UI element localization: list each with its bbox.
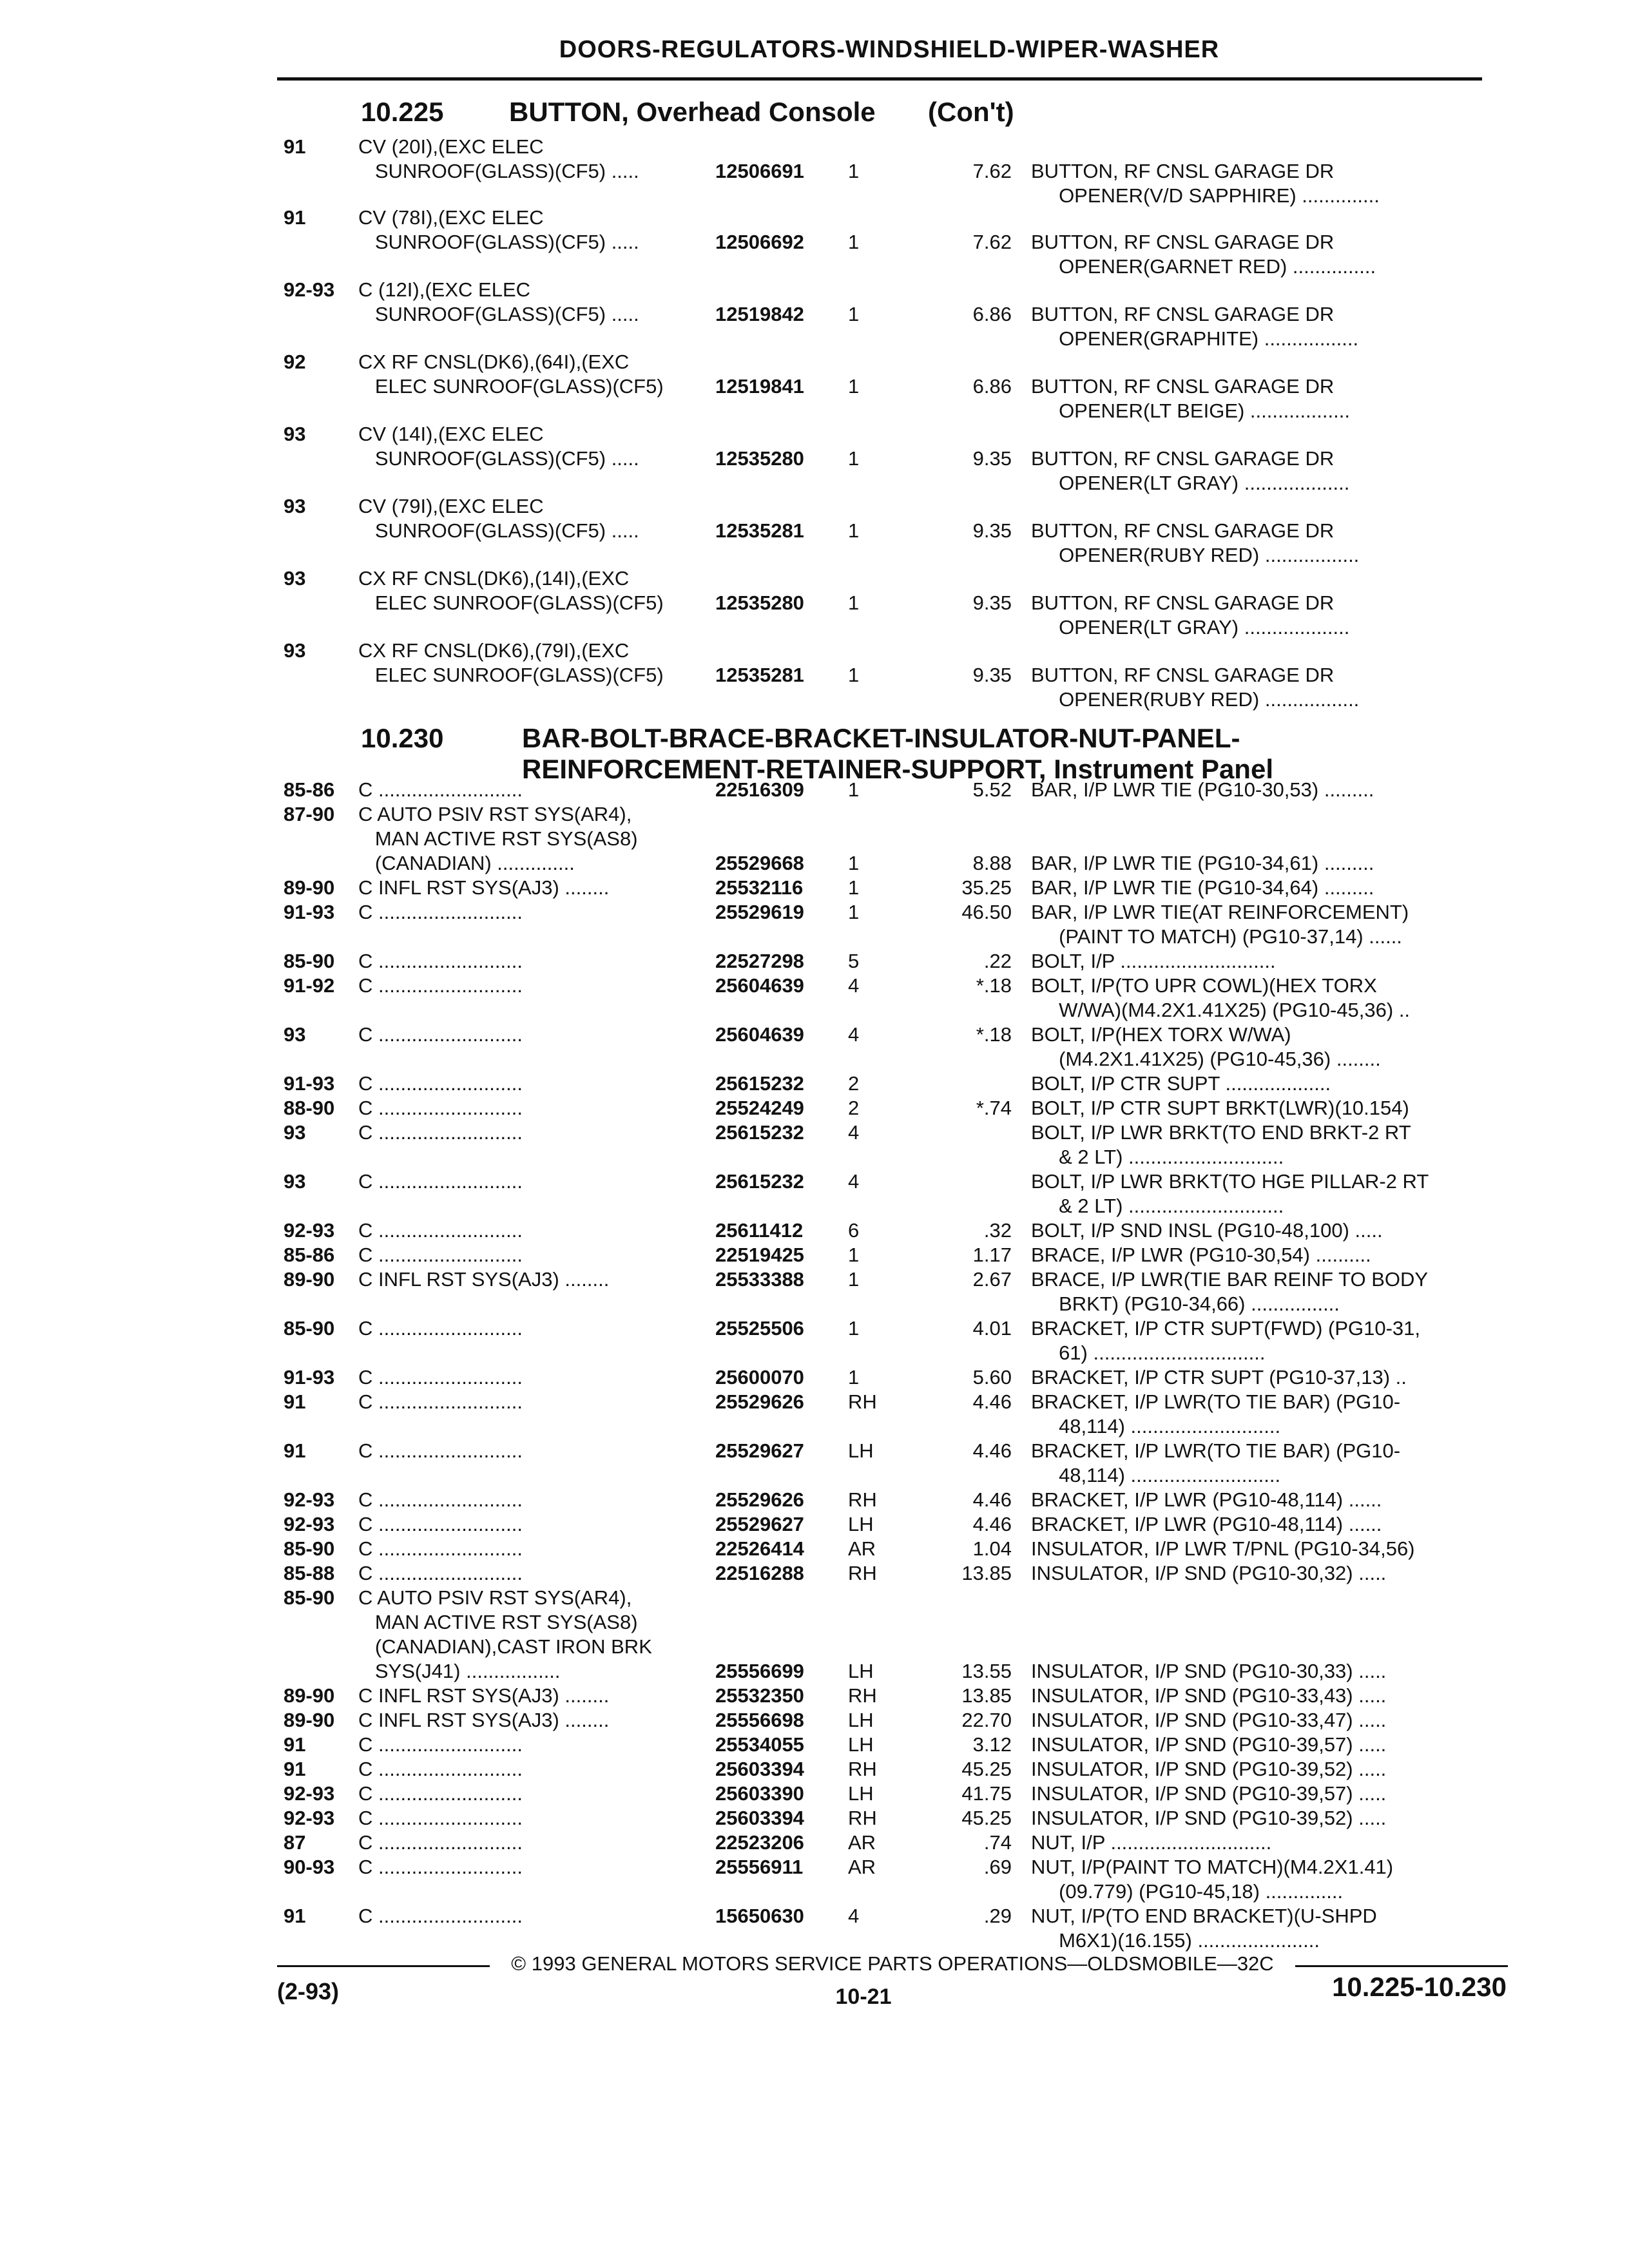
- description-cell: CX RF CNSL(DK6),(14I),(EXC: [358, 567, 630, 590]
- part-name-cell: BUTTON, RF CNSL GARAGE DR: [1031, 447, 1335, 470]
- price-cell: *.18: [976, 974, 1012, 997]
- part-number-cell: 12506691: [715, 160, 804, 182]
- description-cell: C ..........................: [358, 1366, 523, 1389]
- description-cell: CV (14I),(EXC ELEC: [358, 423, 544, 445]
- price-cell: 9.35: [972, 447, 1012, 470]
- year-cell: 89-90: [284, 1684, 335, 1707]
- description-cell: C ..........................: [358, 1317, 523, 1340]
- year-cell: 93: [284, 1170, 306, 1193]
- part-name-cell: BOLT, I/P LWR BRKT(TO END BRKT-2 RT: [1031, 1121, 1411, 1144]
- quantity-cell: 1: [848, 160, 860, 182]
- price-cell: .69: [983, 1856, 1012, 1878]
- section-number: 10.230: [361, 723, 444, 753]
- quantity-cell: LH: [848, 1439, 874, 1462]
- description-cell: SUNROOF(GLASS)(CF5) .....: [358, 231, 639, 253]
- part-name-cell: BOLT, I/P CTR SUPT ...................: [1031, 1072, 1331, 1095]
- quantity-cell: AR: [848, 1856, 876, 1878]
- price-cell: .22: [983, 950, 1012, 972]
- year-cell: 91: [284, 1758, 306, 1780]
- year-cell: 91: [284, 1439, 306, 1462]
- quantity-cell: RH: [848, 1390, 877, 1413]
- description-cell: C ..........................: [358, 1072, 523, 1095]
- description-cell: CV (20I),(EXC ELEC: [358, 135, 544, 158]
- year-cell: 91-93: [284, 901, 335, 923]
- description-cell: C ..........................: [358, 1023, 523, 1046]
- part-number-cell: 25524249: [715, 1097, 804, 1119]
- quantity-cell: AR: [848, 1831, 876, 1854]
- quantity-cell: 1: [848, 778, 860, 801]
- price-cell: 13.85: [961, 1562, 1012, 1584]
- price-cell: 9.35: [972, 664, 1012, 686]
- part-name-cell: BUTTON, RF CNSL GARAGE DR: [1031, 303, 1335, 325]
- year-cell: 87-90: [284, 803, 335, 825]
- quantity-cell: RH: [848, 1562, 877, 1584]
- quantity-cell: 1: [848, 1268, 860, 1291]
- description-cell: CX RF CNSL(DK6),(64I),(EXC: [358, 351, 630, 373]
- year-cell: 85-90: [284, 1317, 335, 1340]
- part-name-cell: BUTTON, RF CNSL GARAGE DR: [1031, 375, 1335, 398]
- description-cell: (CANADIAN) ..............: [358, 852, 575, 874]
- part-number-cell: 22526414: [715, 1537, 804, 1560]
- description-cell: C INFL RST SYS(AJ3) ........: [358, 876, 610, 899]
- part-number-cell: 25604639: [715, 974, 804, 997]
- quantity-cell: 2: [848, 1097, 860, 1119]
- part-name-cell: OPENER(RUBY RED) .................: [1031, 544, 1360, 566]
- quantity-cell: LH: [848, 1660, 874, 1682]
- section-title-line1: BAR-BOLT-BRACE-BRACKET-INSULATOR-NUT-PANEL-: [522, 723, 1240, 753]
- part-name-cell: (M4.2X1.41X25) (PG10-45,36) ........: [1031, 1048, 1381, 1070]
- year-cell: 88-90: [284, 1097, 335, 1119]
- year-cell: 91: [284, 1733, 306, 1756]
- price-cell: 4.01: [972, 1317, 1012, 1340]
- description-cell: C INFL RST SYS(AJ3) ........: [358, 1268, 610, 1291]
- year-cell: 91-93: [284, 1366, 335, 1389]
- footer-section-range: 10.225-10.230: [1332, 1972, 1507, 2002]
- part-name-cell: BUTTON, RF CNSL GARAGE DR: [1031, 664, 1335, 686]
- year-cell: 89-90: [284, 1268, 335, 1291]
- year-cell: 85-86: [284, 1244, 335, 1266]
- section-title: BUTTON, Overhead Console: [509, 97, 876, 127]
- part-name-cell: BAR, I/P LWR TIE (PG10-34,61) .........: [1031, 852, 1374, 874]
- description-cell: C AUTO PSIV RST SYS(AR4),: [358, 1586, 632, 1609]
- description-cell: C ..........................: [358, 901, 523, 923]
- description-cell: ELEC SUNROOF(GLASS)(CF5): [358, 375, 664, 398]
- description-cell: C ..........................: [358, 778, 523, 801]
- part-name-cell: 48,114) ...........................: [1031, 1464, 1281, 1486]
- description-cell: ELEC SUNROOF(GLASS)(CF5): [358, 591, 664, 614]
- year-cell: 92-93: [284, 278, 335, 301]
- price-cell: 13.55: [961, 1660, 1012, 1682]
- price-cell: 4.46: [972, 1513, 1012, 1535]
- part-name-cell: (09.779) (PG10-45,18) ..............: [1031, 1880, 1344, 1903]
- part-name-cell: W/WA)(M4.2X1.41X25) (PG10-45,36) ..: [1031, 999, 1411, 1021]
- description-cell: C AUTO PSIV RST SYS(AR4),: [358, 803, 632, 825]
- part-number-cell: 22516288: [715, 1562, 804, 1584]
- description-cell: ELEC SUNROOF(GLASS)(CF5): [358, 664, 664, 686]
- part-name-cell: INSULATOR, I/P SND (PG10-39,57) .....: [1031, 1733, 1387, 1756]
- description-cell: CV (78I),(EXC ELEC: [358, 206, 544, 229]
- part-name-cell: 48,114) ...........................: [1031, 1415, 1281, 1437]
- price-cell: 13.85: [961, 1684, 1012, 1707]
- year-cell: 91: [284, 135, 306, 158]
- part-name-cell: BAR, I/P LWR TIE (PG10-30,53) .........: [1031, 778, 1374, 801]
- description-cell: SYS(J41) .................: [358, 1660, 561, 1682]
- part-name-cell: 61) ...............................: [1031, 1341, 1266, 1364]
- part-name-cell: BOLT, I/P LWR BRKT(TO HGE PILLAR-2 RT: [1031, 1170, 1429, 1193]
- part-number-cell: 25615232: [715, 1072, 804, 1095]
- footer-revision-date: (2-93): [277, 1978, 340, 2004]
- description-cell: C INFL RST SYS(AJ3) ........: [358, 1684, 610, 1707]
- year-cell: 91-92: [284, 974, 335, 997]
- year-cell: 85-90: [284, 1586, 335, 1609]
- part-name-cell: BOLT, I/P(HEX TORX W/WA): [1031, 1023, 1291, 1046]
- part-number-cell: 12535281: [715, 519, 804, 542]
- price-cell: 5.60: [972, 1366, 1012, 1389]
- quantity-cell: 1: [848, 664, 860, 686]
- quantity-cell: 4: [848, 1170, 860, 1193]
- part-name-cell: NUT, I/P(TO END BRACKET)(U-SHPD: [1031, 1905, 1377, 1927]
- part-number-cell: 22519425: [715, 1244, 804, 1266]
- part-number-cell: 25529626: [715, 1488, 804, 1511]
- quantity-cell: LH: [848, 1782, 874, 1805]
- year-cell: 90-93: [284, 1856, 335, 1878]
- year-cell: 93: [284, 1023, 306, 1046]
- description-cell: SUNROOF(GLASS)(CF5) .....: [358, 303, 639, 325]
- quantity-cell: 4: [848, 1905, 860, 1927]
- part-name-cell: INSULATOR, I/P SND (PG10-33,47) .....: [1031, 1709, 1387, 1731]
- part-name-cell: OPENER(GARNET RED) ...............: [1031, 255, 1376, 278]
- year-cell: 85-90: [284, 1537, 335, 1560]
- part-name-cell: BRACE, I/P LWR(TIE BAR REINF TO BODY: [1031, 1268, 1429, 1291]
- description-cell: C ..........................: [358, 1439, 523, 1462]
- quantity-cell: LH: [848, 1513, 874, 1535]
- year-cell: 89-90: [284, 876, 335, 899]
- year-cell: 92: [284, 351, 306, 373]
- part-number-cell: 25604639: [715, 1023, 804, 1046]
- part-number-cell: 25525506: [715, 1317, 804, 1340]
- description-cell: C ..........................: [358, 1807, 523, 1829]
- part-number-cell: 12535281: [715, 664, 804, 686]
- page-header-title: DOORS-REGULATORS-WINDSHIELD-WIPER-WASHER: [559, 36, 1220, 63]
- part-name-cell: M6X1)(16.155) ......................: [1031, 1929, 1320, 1952]
- quantity-cell: 1: [848, 1366, 860, 1389]
- year-cell: 93: [284, 423, 306, 445]
- part-number-cell: 25603394: [715, 1807, 804, 1829]
- price-cell: 7.62: [972, 231, 1012, 253]
- description-cell: C ..........................: [358, 1390, 523, 1413]
- quantity-cell: LH: [848, 1733, 874, 1756]
- year-cell: 92-93: [284, 1488, 335, 1511]
- part-name-cell: BOLT, I/P CTR SUPT BRKT(LWR)(10.154): [1031, 1097, 1409, 1119]
- part-number-cell: 25532350: [715, 1684, 804, 1707]
- footer-copyright: © 1993 GENERAL MOTORS SERVICE PARTS OPERATIONS—OLDSMOBILE—32C: [511, 1952, 1274, 1975]
- part-number-cell: 25529619: [715, 901, 804, 923]
- description-cell: CV (79I),(EXC ELEC: [358, 495, 544, 517]
- year-cell: 91: [284, 1390, 306, 1413]
- year-cell: 85-90: [284, 950, 335, 972]
- part-number-cell: 22516309: [715, 778, 804, 801]
- part-number-cell: 25532116: [715, 876, 804, 899]
- footer-rule-left: [277, 1965, 490, 1967]
- description-cell: C ..........................: [358, 1562, 523, 1584]
- footer-rule-right: [1295, 1965, 1508, 1967]
- year-cell: 93: [284, 495, 306, 517]
- part-name-cell: INSULATOR, I/P SND (PG10-33,43) .....: [1031, 1684, 1387, 1707]
- quantity-cell: LH: [848, 1709, 874, 1731]
- year-cell: 93: [284, 1121, 306, 1144]
- part-number-cell: 12535280: [715, 447, 804, 470]
- description-cell: C ..........................: [358, 1219, 523, 1242]
- part-number-cell: 12506692: [715, 231, 804, 253]
- quantity-cell: 4: [848, 974, 860, 997]
- part-number-cell: 25534055: [715, 1733, 804, 1756]
- year-cell: 93: [284, 567, 306, 590]
- part-name-cell: BRACKET, I/P CTR SUPT (PG10-37,13) ..: [1031, 1366, 1407, 1389]
- year-cell: 92-93: [284, 1807, 335, 1829]
- part-number-cell: 22523206: [715, 1831, 804, 1854]
- year-cell: 89-90: [284, 1709, 335, 1731]
- year-cell: 92-93: [284, 1219, 335, 1242]
- description-cell: (CANADIAN),CAST IRON BRK: [358, 1635, 652, 1658]
- price-cell: 45.25: [961, 1758, 1012, 1780]
- price-cell: 7.62: [972, 160, 1012, 182]
- quantity-cell: 1: [848, 447, 860, 470]
- quantity-cell: 1: [848, 852, 860, 874]
- part-name-cell: & 2 LT) ............................: [1031, 1146, 1284, 1168]
- price-cell: .29: [983, 1905, 1012, 1927]
- quantity-cell: RH: [848, 1807, 877, 1829]
- quantity-cell: 1: [848, 303, 860, 325]
- quantity-cell: 2: [848, 1072, 860, 1095]
- part-name-cell: BUTTON, RF CNSL GARAGE DR: [1031, 591, 1335, 614]
- price-cell: 35.25: [961, 876, 1012, 899]
- section-number: 10.225: [361, 97, 444, 127]
- part-name-cell: BUTTON, RF CNSL GARAGE DR: [1031, 160, 1335, 182]
- description-cell: CX RF CNSL(DK6),(79I),(EXC: [358, 639, 630, 662]
- part-name-cell: OPENER(GRAPHITE) .................: [1031, 327, 1359, 350]
- part-name-cell: INSULATOR, I/P LWR T/PNL (PG10-34,56): [1031, 1537, 1415, 1560]
- part-number-cell: 25529626: [715, 1390, 804, 1413]
- part-name-cell: BRACKET, I/P LWR(TO TIE BAR) (PG10-: [1031, 1439, 1401, 1462]
- description-cell: C ..........................: [358, 1905, 523, 1927]
- quantity-cell: RH: [848, 1684, 877, 1707]
- part-name-cell: BAR, I/P LWR TIE (PG10-34,64) .........: [1031, 876, 1374, 899]
- price-cell: 45.25: [961, 1807, 1012, 1829]
- price-cell: 9.35: [972, 591, 1012, 614]
- part-number-cell: 25615232: [715, 1170, 804, 1193]
- section-continued: (Con't): [928, 97, 1014, 127]
- part-name-cell: INSULATOR, I/P SND (PG10-30,33) .....: [1031, 1660, 1387, 1682]
- price-cell: 46.50: [961, 901, 1012, 923]
- price-cell: 4.46: [972, 1488, 1012, 1511]
- description-cell: C ..........................: [358, 1244, 523, 1266]
- description-cell: SUNROOF(GLASS)(CF5) .....: [358, 519, 639, 542]
- price-cell: .74: [983, 1831, 1012, 1854]
- part-name-cell: BUTTON, RF CNSL GARAGE DR: [1031, 519, 1335, 542]
- price-cell: .32: [983, 1219, 1012, 1242]
- price-cell: 6.86: [972, 303, 1012, 325]
- price-cell: 4.46: [972, 1390, 1012, 1413]
- description-cell: SUNROOF(GLASS)(CF5) .....: [358, 160, 639, 182]
- description-cell: C ..........................: [358, 950, 523, 972]
- part-name-cell: BOLT, I/P ............................: [1031, 950, 1276, 972]
- part-number-cell: 25529627: [715, 1513, 804, 1535]
- quantity-cell: AR: [848, 1537, 876, 1560]
- quantity-cell: 1: [848, 519, 860, 542]
- description-cell: C ..........................: [358, 1782, 523, 1805]
- year-cell: 91: [284, 1905, 306, 1927]
- part-number-cell: 25615232: [715, 1121, 804, 1144]
- price-cell: 8.88: [972, 852, 1012, 874]
- price-cell: *.74: [976, 1097, 1012, 1119]
- year-cell: 87: [284, 1831, 306, 1854]
- description-cell: C ..........................: [358, 1758, 523, 1780]
- part-name-cell: BRKT) (PG10-34,66) ................: [1031, 1293, 1340, 1315]
- description-cell: C ..........................: [358, 1170, 523, 1193]
- part-number-cell: 25529668: [715, 852, 804, 874]
- part-name-cell: OPENER(LT GRAY) ...................: [1031, 616, 1350, 639]
- description-cell: C ..........................: [358, 1488, 523, 1511]
- price-cell: 41.75: [961, 1782, 1012, 1805]
- quantity-cell: 1: [848, 591, 860, 614]
- description-cell: C ..........................: [358, 1733, 523, 1756]
- part-number-cell: 12535280: [715, 591, 804, 614]
- description-cell: C ..........................: [358, 1831, 523, 1854]
- description-cell: MAN ACTIVE RST SYS(AS8): [358, 827, 638, 850]
- quantity-cell: RH: [848, 1488, 877, 1511]
- part-number-cell: 25600070: [715, 1366, 804, 1389]
- part-name-cell: BRACKET, I/P LWR (PG10-48,114) ......: [1031, 1513, 1382, 1535]
- price-cell: *.18: [976, 1023, 1012, 1046]
- description-cell: C ..........................: [358, 1121, 523, 1144]
- description-cell: C INFL RST SYS(AJ3) ........: [358, 1709, 610, 1731]
- quantity-cell: 4: [848, 1121, 860, 1144]
- year-cell: 93: [284, 639, 306, 662]
- year-cell: 91-93: [284, 1072, 335, 1095]
- part-number-cell: 25533388: [715, 1268, 804, 1291]
- section-title-line2: REINFORCEMENT-RETAINER-SUPPORT, Instrument Panel: [522, 754, 1273, 784]
- part-number-cell: 12519841: [715, 375, 804, 398]
- price-cell: 1.04: [972, 1537, 1012, 1560]
- part-number-cell: 25556911: [715, 1856, 804, 1878]
- part-name-cell: BRACKET, I/P LWR (PG10-48,114) ......: [1031, 1488, 1382, 1511]
- part-name-cell: NUT, I/P(PAINT TO MATCH)(M4.2X1.41): [1031, 1856, 1394, 1878]
- part-name-cell: BOLT, I/P(TO UPR COWL)(HEX TORX: [1031, 974, 1377, 997]
- part-name-cell: INSULATOR, I/P SND (PG10-39,57) .....: [1031, 1782, 1387, 1805]
- quantity-cell: 1: [848, 231, 860, 253]
- part-number-cell: 25603390: [715, 1782, 804, 1805]
- part-name-cell: OPENER(LT BEIGE) ..................: [1031, 399, 1350, 422]
- year-cell: 85-86: [284, 778, 335, 801]
- quantity-cell: 1: [848, 375, 860, 398]
- year-cell: 85-88: [284, 1562, 335, 1584]
- quantity-cell: 1: [848, 876, 860, 899]
- part-name-cell: OPENER(V/D SAPPHIRE) ..............: [1031, 184, 1380, 207]
- footer-page-number: 10-21: [835, 1984, 892, 2009]
- header-rule: [277, 77, 1482, 81]
- part-number-cell: 25611412: [715, 1219, 804, 1242]
- quantity-cell: 1: [848, 1317, 860, 1340]
- quantity-cell: RH: [848, 1758, 877, 1780]
- description-cell: MAN ACTIVE RST SYS(AS8): [358, 1611, 638, 1633]
- part-number-cell: 22527298: [715, 950, 804, 972]
- part-number-cell: 15650630: [715, 1905, 804, 1927]
- price-cell: 4.46: [972, 1439, 1012, 1462]
- quantity-cell: 6: [848, 1219, 860, 1242]
- description-cell: C ..........................: [358, 1097, 523, 1119]
- part-name-cell: OPENER(RUBY RED) .................: [1031, 688, 1360, 711]
- part-name-cell: INSULATOR, I/P SND (PG10-39,52) .....: [1031, 1758, 1387, 1780]
- part-name-cell: BOLT, I/P SND INSL (PG10-48,100) .....: [1031, 1219, 1383, 1242]
- part-number-cell: 25556699: [715, 1660, 804, 1682]
- part-name-cell: NUT, I/P .............................: [1031, 1831, 1272, 1854]
- quantity-cell: 1: [848, 901, 860, 923]
- part-number-cell: 12519842: [715, 303, 804, 325]
- part-name-cell: BRACE, I/P LWR (PG10-30,54) ..........: [1031, 1244, 1371, 1266]
- price-cell: 2.67: [972, 1268, 1012, 1291]
- description-cell: C ..........................: [358, 1513, 523, 1535]
- part-name-cell: INSULATOR, I/P SND (PG10-39,52) .....: [1031, 1807, 1387, 1829]
- price-cell: 3.12: [972, 1733, 1012, 1756]
- price-cell: 9.35: [972, 519, 1012, 542]
- part-name-cell: BRACKET, I/P CTR SUPT(FWD) (PG10-31,: [1031, 1317, 1421, 1340]
- part-name-cell: OPENER(LT GRAY) ...................: [1031, 472, 1350, 494]
- part-name-cell: BUTTON, RF CNSL GARAGE DR: [1031, 231, 1335, 253]
- part-number-cell: 25603394: [715, 1758, 804, 1780]
- description-cell: C (12I),(EXC ELEC: [358, 278, 531, 301]
- price-cell: 6.86: [972, 375, 1012, 398]
- part-name-cell: BAR, I/P LWR TIE(AT REINFORCEMENT): [1031, 901, 1409, 923]
- quantity-cell: 1: [848, 1244, 860, 1266]
- part-name-cell: & 2 LT) ............................: [1031, 1195, 1284, 1217]
- part-number-cell: 25529627: [715, 1439, 804, 1462]
- part-name-cell: (PAINT TO MATCH) (PG10-37,14) ......: [1031, 925, 1402, 948]
- price-cell: 22.70: [961, 1709, 1012, 1731]
- quantity-cell: 4: [848, 1023, 860, 1046]
- description-cell: C ..........................: [358, 1856, 523, 1878]
- year-cell: 92-93: [284, 1513, 335, 1535]
- description-cell: SUNROOF(GLASS)(CF5) .....: [358, 447, 639, 470]
- year-cell: 92-93: [284, 1782, 335, 1805]
- description-cell: C ..........................: [358, 1537, 523, 1560]
- part-name-cell: BRACKET, I/P LWR(TO TIE BAR) (PG10-: [1031, 1390, 1401, 1413]
- quantity-cell: 5: [848, 950, 860, 972]
- price-cell: 5.52: [972, 778, 1012, 801]
- part-name-cell: INSULATOR, I/P SND (PG10-30,32) .....: [1031, 1562, 1387, 1584]
- description-cell: C ..........................: [358, 974, 523, 997]
- year-cell: 91: [284, 206, 306, 229]
- price-cell: 1.17: [972, 1244, 1012, 1266]
- part-number-cell: 25556698: [715, 1709, 804, 1731]
